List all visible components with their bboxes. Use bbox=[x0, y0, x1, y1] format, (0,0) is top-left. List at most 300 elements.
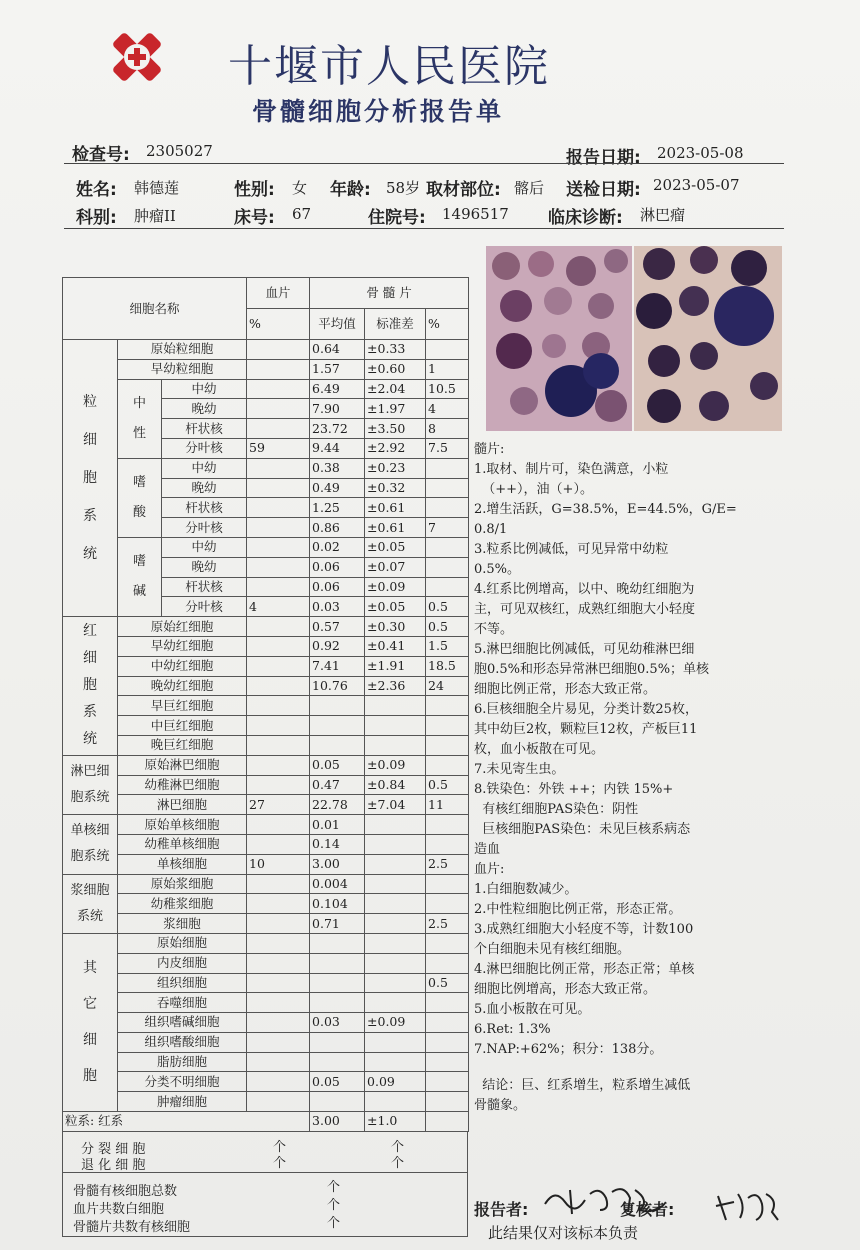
marrow-finding: 5.淋巴细胞比例减低，可见幼稚淋巴细 胞0.5%和形态异常淋巴细胞0.5%；单核 细胞比例正常，形态大致正常。 bbox=[474, 642, 710, 697]
sd-value bbox=[365, 1052, 426, 1072]
mean-value bbox=[310, 993, 365, 1013]
subgroup-eosinophil: 嗜酸 bbox=[118, 458, 162, 537]
mean-value bbox=[310, 953, 365, 973]
mean-value: 1.25 bbox=[310, 498, 365, 518]
cell-name: 组织嗜酸细胞 bbox=[118, 1032, 247, 1052]
microscopy-image-1 bbox=[486, 246, 632, 431]
group-lymphocyte: 淋巴细胞系统 bbox=[63, 755, 118, 814]
pct-value bbox=[426, 755, 469, 775]
cell-name: 幼稚淋巴细胞 bbox=[118, 775, 247, 795]
mean-value: 0.06 bbox=[310, 557, 365, 577]
sd-value: ±0.84 bbox=[365, 775, 426, 795]
sd-value bbox=[365, 914, 426, 934]
cell-name: 分叶核 bbox=[162, 518, 247, 538]
reporter-label: 报告者: bbox=[474, 1200, 529, 1219]
pct-value bbox=[426, 953, 469, 973]
cell-name: 肿瘤细胞 bbox=[118, 1092, 247, 1112]
sd-value: 0.09 bbox=[365, 1072, 426, 1092]
total-marrow-label: 骨髓有核细胞总数 bbox=[73, 1184, 178, 1199]
mean-value: 0.06 bbox=[310, 577, 365, 597]
mean-value: 0.05 bbox=[310, 1072, 365, 1092]
ratio-label: 粒系: 红系 bbox=[63, 1112, 310, 1132]
cell-name: 分类不明细胞 bbox=[118, 1072, 247, 1092]
cell-name: 杆状核 bbox=[162, 498, 247, 518]
patient-age: 58岁 bbox=[386, 179, 421, 197]
table-row bbox=[63, 636, 469, 656]
sd-value bbox=[365, 1092, 426, 1112]
total-blood-wbc-label: 血片共数白细胞 bbox=[73, 1202, 165, 1217]
diagnosis: 淋巴瘤 bbox=[640, 206, 686, 224]
mean-value bbox=[310, 933, 365, 953]
unit: 个 bbox=[327, 1198, 341, 1213]
header-marrow-pct: % bbox=[426, 309, 469, 340]
subgroup-basophil: 嗜碱 bbox=[118, 537, 162, 616]
blood-value bbox=[247, 1092, 310, 1112]
blood-value bbox=[247, 379, 310, 399]
pct-value: 4 bbox=[426, 399, 469, 419]
sd-value: ±0.09 bbox=[365, 755, 426, 775]
reviewer-signature-icon bbox=[712, 1186, 784, 1226]
cell-name: 中幼红细胞 bbox=[118, 656, 247, 676]
unit: 个 bbox=[273, 1156, 287, 1171]
pct-value bbox=[426, 537, 469, 557]
pct-value bbox=[426, 716, 469, 736]
pct-value bbox=[426, 834, 469, 854]
pct-value: 2.5 bbox=[426, 914, 469, 934]
cell-name: 原始细胞 bbox=[118, 933, 247, 953]
mean-value: 0.03 bbox=[310, 597, 365, 617]
pct-value: 24 bbox=[426, 676, 469, 696]
cell-name: 组织嗜碱细胞 bbox=[118, 1013, 247, 1033]
cell-name: 中幼 bbox=[162, 537, 247, 557]
marrow-finding: 4.红系比例增高，以中、晚幼红细胞为 主，可见双核红，成熟红细胞大小轻度 不等。 bbox=[474, 582, 696, 637]
sd-value bbox=[365, 716, 426, 736]
name-label: 姓名: bbox=[76, 180, 117, 200]
mean-value: 0.14 bbox=[310, 834, 365, 854]
cell-name: 脂肪细胞 bbox=[118, 1052, 247, 1072]
cell-name: 中幼 bbox=[162, 379, 247, 399]
blood-value bbox=[247, 577, 310, 597]
sample-site: 髂后 bbox=[514, 179, 545, 197]
sd-value: ±1.91 bbox=[365, 656, 426, 676]
hospital-red-cross-logo-icon bbox=[108, 28, 166, 86]
blood-value bbox=[247, 973, 310, 993]
table-row bbox=[63, 953, 469, 973]
sd-value: ±0.09 bbox=[365, 577, 426, 597]
table-row bbox=[63, 795, 469, 815]
pct-value bbox=[426, 1052, 469, 1072]
marrow-finding: 8.铁染色：外铁 ++；内铁 15%+ 有核红细胞PAS染色：阴性 巨核细胞PAS染色：未见巨核系病态 造血 bbox=[474, 782, 691, 857]
table-row bbox=[63, 617, 469, 637]
table-row bbox=[63, 874, 469, 894]
report-date-label: 报告日期: bbox=[566, 148, 641, 168]
mean-value: 0.004 bbox=[310, 874, 365, 894]
cell-name: 杆状核 bbox=[162, 419, 247, 439]
blood-value bbox=[247, 656, 310, 676]
sent-date: 2023-05-07 bbox=[653, 176, 740, 194]
unit: 个 bbox=[327, 1180, 341, 1195]
table-row bbox=[63, 1072, 469, 1092]
cell-name: 早幼红细胞 bbox=[118, 636, 247, 656]
cell-name: 晚幼红细胞 bbox=[118, 676, 247, 696]
blood-value bbox=[247, 518, 310, 538]
blood-value bbox=[247, 537, 310, 557]
mean-value: 0.104 bbox=[310, 894, 365, 914]
marrow-finding: 6.巨核细胞全片易见，分类计数25枚， 其中幼巨2枚，颗粒巨12枚，产板巨11 枚，血小板散在可见。 bbox=[474, 702, 698, 757]
mean-value bbox=[310, 716, 365, 736]
header-blood-pct: % bbox=[247, 309, 310, 340]
pct-value: 2.5 bbox=[426, 854, 469, 874]
sd-value: ±0.07 bbox=[365, 557, 426, 577]
sd-value: ±0.41 bbox=[365, 636, 426, 656]
cell-name: 原始单核细胞 bbox=[118, 815, 247, 835]
pct-value: 7.5 bbox=[426, 438, 469, 458]
cell-name: 晚幼 bbox=[162, 478, 247, 498]
table-row bbox=[63, 755, 469, 775]
sd-value bbox=[365, 953, 426, 973]
reviewer-label: 复核者: bbox=[620, 1200, 675, 1219]
group-monocyte: 单核细胞系统 bbox=[63, 815, 118, 874]
table-row bbox=[63, 1052, 469, 1072]
sd-value bbox=[365, 933, 426, 953]
blood-value bbox=[247, 735, 310, 755]
exam-no: 2305027 bbox=[146, 142, 213, 160]
pct-value: 1.5 bbox=[426, 636, 469, 656]
blood-value: 10 bbox=[247, 854, 310, 874]
mean-value: 0.02 bbox=[310, 537, 365, 557]
blood-value bbox=[247, 894, 310, 914]
header-cell-name: 细胞名称 bbox=[63, 278, 247, 340]
cell-name: 单核细胞 bbox=[118, 854, 247, 874]
pct-value: 0.5 bbox=[426, 617, 469, 637]
cell-analysis-table bbox=[62, 277, 469, 1132]
sd-value: ±0.05 bbox=[365, 537, 426, 557]
blood-finding: 1.白细胞数减少。 bbox=[474, 882, 578, 897]
table-row bbox=[63, 775, 469, 795]
cell-name: 分叶核 bbox=[162, 597, 247, 617]
mean-value: 7.90 bbox=[310, 399, 365, 419]
table-row bbox=[63, 676, 469, 696]
mean-value: 23.72 bbox=[310, 419, 365, 439]
blood-value bbox=[247, 1013, 310, 1033]
pct-value: 1 bbox=[426, 359, 469, 379]
pct-value bbox=[426, 340, 469, 360]
table-row bbox=[63, 656, 469, 676]
group-erythroid: 红细胞系统 bbox=[63, 617, 118, 756]
cell-name: 淋巴细胞 bbox=[118, 795, 247, 815]
table-row bbox=[63, 458, 469, 478]
marrow-finding: 2.增生活跃，G=38.5%，E=44.5%，G/E= 0.8/1 bbox=[474, 502, 737, 537]
cell-name: 杆状核 bbox=[162, 577, 247, 597]
marrow-finding: 7.未见寄生虫。 bbox=[474, 762, 565, 777]
unit: 个 bbox=[273, 1140, 287, 1155]
table-row bbox=[63, 735, 469, 755]
table-row bbox=[63, 973, 469, 993]
mean-value bbox=[310, 696, 365, 716]
pct-value bbox=[426, 933, 469, 953]
blood-value bbox=[247, 557, 310, 577]
report-title: 骨髓细胞分析报告单 bbox=[252, 97, 505, 126]
blood-value bbox=[247, 933, 310, 953]
pct-value bbox=[426, 577, 469, 597]
header-mean: 平均值 bbox=[310, 309, 365, 340]
sd-value bbox=[365, 735, 426, 755]
cell-name: 晚巨红细胞 bbox=[118, 735, 247, 755]
marrow-findings-title: 髓片: bbox=[474, 442, 505, 457]
pct-value: 8 bbox=[426, 419, 469, 439]
unit: 个 bbox=[327, 1216, 341, 1231]
blood-value bbox=[247, 874, 310, 894]
blood-value bbox=[247, 696, 310, 716]
pct-value bbox=[426, 993, 469, 1013]
table-row bbox=[63, 537, 469, 557]
mean-value: 0.49 bbox=[310, 478, 365, 498]
sd-value: ±0.61 bbox=[365, 518, 426, 538]
disclaimer: 此结果仅对该标本负责 bbox=[488, 1224, 639, 1242]
pct-value: 11 bbox=[426, 795, 469, 815]
pct-value bbox=[426, 1092, 469, 1112]
mean-value: 0.86 bbox=[310, 518, 365, 538]
cell-name: 原始浆细胞 bbox=[118, 874, 247, 894]
divider-top bbox=[64, 163, 784, 164]
mean-value: 0.05 bbox=[310, 755, 365, 775]
blood-value bbox=[247, 458, 310, 478]
cell-name: 早巨红细胞 bbox=[118, 696, 247, 716]
unit: 个 bbox=[391, 1156, 405, 1171]
pct-value bbox=[426, 498, 469, 518]
group-plasma: 浆细胞系统 bbox=[63, 874, 118, 933]
sd-value: ±0.33 bbox=[365, 340, 426, 360]
pct-value: 0.5 bbox=[426, 973, 469, 993]
hospital-name: 十堰市人民医院 bbox=[228, 41, 550, 92]
pct-value bbox=[426, 1032, 469, 1052]
blood-finding: 5.血小板散在可见。 bbox=[474, 1002, 591, 1017]
ratio-sd: ±1.0 bbox=[365, 1112, 426, 1132]
table-row bbox=[63, 1013, 469, 1033]
mean-value: 0.71 bbox=[310, 914, 365, 934]
mean-value bbox=[310, 735, 365, 755]
degen-label: 退 化 细 胞 bbox=[81, 1158, 146, 1173]
mean-value: 0.92 bbox=[310, 636, 365, 656]
blood-value bbox=[247, 1072, 310, 1092]
sd-value bbox=[365, 874, 426, 894]
blood-value: 59 bbox=[247, 438, 310, 458]
cell-name: 原始淋巴细胞 bbox=[118, 755, 247, 775]
pct-value: 0.5 bbox=[426, 597, 469, 617]
blood-value bbox=[247, 1052, 310, 1072]
blood-value bbox=[247, 676, 310, 696]
site-label: 取材部位: bbox=[426, 180, 501, 200]
pct-value: 0.5 bbox=[426, 775, 469, 795]
cell-name: 分叶核 bbox=[162, 438, 247, 458]
sd-value bbox=[365, 993, 426, 1013]
sent-date-label: 送检日期: bbox=[566, 180, 641, 200]
blood-value bbox=[247, 716, 310, 736]
table-row bbox=[63, 379, 469, 399]
bed-no: 67 bbox=[292, 205, 312, 223]
sd-value: ±0.09 bbox=[365, 1013, 426, 1033]
mean-value: 0.03 bbox=[310, 1013, 365, 1033]
blood-value bbox=[247, 636, 310, 656]
mean-value bbox=[310, 1092, 365, 1112]
department: 肿瘤II bbox=[134, 207, 176, 225]
group-granulocyte: 粒细胞系统 bbox=[63, 340, 118, 617]
table-row bbox=[63, 1032, 469, 1052]
cell-name: 浆细胞 bbox=[118, 914, 247, 934]
table-row bbox=[63, 914, 469, 934]
table-row bbox=[63, 1112, 469, 1132]
marrow-finding: 1.取材、制片可，染色满意，小粒 （++），油（+）。 bbox=[474, 462, 669, 497]
table-row bbox=[63, 815, 469, 835]
sd-value: ±1.97 bbox=[365, 399, 426, 419]
cell-name: 原始红细胞 bbox=[118, 617, 247, 637]
blood-value: 4 bbox=[247, 597, 310, 617]
blood-value bbox=[247, 340, 310, 360]
blood-value bbox=[247, 617, 310, 637]
sd-value: ±7.04 bbox=[365, 795, 426, 815]
sd-value bbox=[365, 696, 426, 716]
sd-value bbox=[365, 973, 426, 993]
patient-name: 韩德莲 bbox=[134, 179, 180, 197]
table-row bbox=[63, 359, 469, 379]
dept-label: 科别: bbox=[76, 208, 117, 228]
mean-value: 0.57 bbox=[310, 617, 365, 637]
pct-value bbox=[426, 478, 469, 498]
sd-value: ±0.05 bbox=[365, 597, 426, 617]
unit: 个 bbox=[391, 1140, 405, 1155]
cell-name: 原始粒细胞 bbox=[118, 340, 247, 360]
division-label: 分 裂 细 胞 bbox=[81, 1142, 146, 1157]
blood-finding: 4.淋巴细胞比例正常，形态正常；单核 细胞比例增高，形态大致正常。 bbox=[474, 962, 695, 997]
sd-value: ±2.04 bbox=[365, 379, 426, 399]
blood-findings-title: 血片: bbox=[474, 862, 505, 877]
table-row bbox=[63, 340, 469, 360]
mean-value: 9.44 bbox=[310, 438, 365, 458]
header-sd: 标准差 bbox=[365, 309, 426, 340]
sd-value: ±0.23 bbox=[365, 458, 426, 478]
sd-value bbox=[365, 894, 426, 914]
microscopy-image-2 bbox=[634, 246, 782, 431]
cell-name: 幼稚浆细胞 bbox=[118, 894, 247, 914]
mean-value: 0.47 bbox=[310, 775, 365, 795]
blood-value bbox=[247, 953, 310, 973]
mean-value bbox=[310, 973, 365, 993]
pct-value bbox=[426, 557, 469, 577]
blood-value bbox=[247, 419, 310, 439]
table-row bbox=[63, 834, 469, 854]
blood-value bbox=[247, 1032, 310, 1052]
pct-value bbox=[426, 458, 469, 478]
report-date: 2023-05-08 bbox=[657, 144, 744, 162]
blood-value bbox=[247, 993, 310, 1013]
blood-finding: 7.NAP:+62%；积分：138分。 bbox=[474, 1042, 663, 1057]
header-blood: 血片 bbox=[247, 278, 310, 309]
sd-value: ±0.60 bbox=[365, 359, 426, 379]
cell-name: 晚幼 bbox=[162, 557, 247, 577]
table-row bbox=[63, 716, 469, 736]
blood-value bbox=[247, 834, 310, 854]
findings-section bbox=[474, 440, 744, 1116]
blood-value bbox=[247, 914, 310, 934]
mean-value: 0.64 bbox=[310, 340, 365, 360]
mean-value: 22.78 bbox=[310, 795, 365, 815]
table-row bbox=[63, 696, 469, 716]
sd-value: ±2.36 bbox=[365, 676, 426, 696]
diagnosis-label: 临床诊断: bbox=[548, 208, 623, 228]
pct-value: 7 bbox=[426, 518, 469, 538]
table-row bbox=[63, 993, 469, 1013]
ratio-mean: 3.00 bbox=[310, 1112, 365, 1132]
blood-value bbox=[247, 755, 310, 775]
blood-finding: 3.成熟红细胞大小轻度不等，计数100 个白细胞未见有核红细胞。 bbox=[474, 922, 694, 957]
blood-value bbox=[247, 359, 310, 379]
counts-box bbox=[62, 1132, 468, 1237]
table-row bbox=[63, 894, 469, 914]
blood-value bbox=[247, 399, 310, 419]
inpatient-label: 住院号: bbox=[368, 208, 426, 228]
bed-label: 床号: bbox=[234, 208, 275, 228]
sd-value bbox=[365, 815, 426, 835]
age-label: 年龄: bbox=[330, 180, 371, 200]
marrow-finding: 3.粒系比例减低，可见异常中幼粒 0.5%。 bbox=[474, 542, 669, 577]
cell-name: 中巨红细胞 bbox=[118, 716, 247, 736]
mean-value: 1.57 bbox=[310, 359, 365, 379]
exam-no-label: 检查号: bbox=[72, 145, 130, 165]
sd-value bbox=[365, 1032, 426, 1052]
blood-value bbox=[247, 478, 310, 498]
sd-value: ±2.92 bbox=[365, 438, 426, 458]
sex-label: 性别: bbox=[234, 180, 275, 200]
blood-finding: 6.Ret: 1.3% bbox=[474, 1022, 551, 1037]
inpatient-no: 1496517 bbox=[442, 205, 509, 223]
blood-value: 27 bbox=[247, 795, 310, 815]
conclusion: 结论：巨、红系增生，粒系增生减低 骨髓象。 bbox=[474, 1078, 691, 1113]
blood-finding: 2.中性粒细胞比例正常，形态正常。 bbox=[474, 902, 682, 917]
sd-value bbox=[365, 854, 426, 874]
blood-value bbox=[247, 498, 310, 518]
mean-value bbox=[310, 1052, 365, 1072]
cell-name: 中幼 bbox=[162, 458, 247, 478]
table-row bbox=[63, 854, 469, 874]
pct-value bbox=[426, 696, 469, 716]
cell-name: 晚幼 bbox=[162, 399, 247, 419]
pct-value bbox=[426, 1072, 469, 1092]
patient-sex: 女 bbox=[292, 179, 308, 197]
pct-value bbox=[426, 874, 469, 894]
mean-value: 10.76 bbox=[310, 676, 365, 696]
table-row bbox=[63, 1092, 469, 1112]
mean-value: 3.00 bbox=[310, 854, 365, 874]
cell-name: 吞噬细胞 bbox=[118, 993, 247, 1013]
cell-name: 组织细胞 bbox=[118, 973, 247, 993]
pct-value: 10.5 bbox=[426, 379, 469, 399]
mean-value bbox=[310, 1032, 365, 1052]
cell-name: 内皮细胞 bbox=[118, 953, 247, 973]
cell-name: 早幼粒细胞 bbox=[118, 359, 247, 379]
pct-value bbox=[426, 1013, 469, 1033]
sd-value bbox=[365, 834, 426, 854]
pct-value: 18.5 bbox=[426, 656, 469, 676]
total-marrow-count-label: 骨髓片共数有核细胞 bbox=[73, 1220, 191, 1235]
blood-value bbox=[247, 815, 310, 835]
table-row bbox=[63, 933, 469, 953]
mean-value: 0.38 bbox=[310, 458, 365, 478]
divider-patient bbox=[64, 228, 784, 229]
mean-value: 6.49 bbox=[310, 379, 365, 399]
pct-value bbox=[426, 815, 469, 835]
mean-value: 0.01 bbox=[310, 815, 365, 835]
sd-value: ±0.32 bbox=[365, 478, 426, 498]
